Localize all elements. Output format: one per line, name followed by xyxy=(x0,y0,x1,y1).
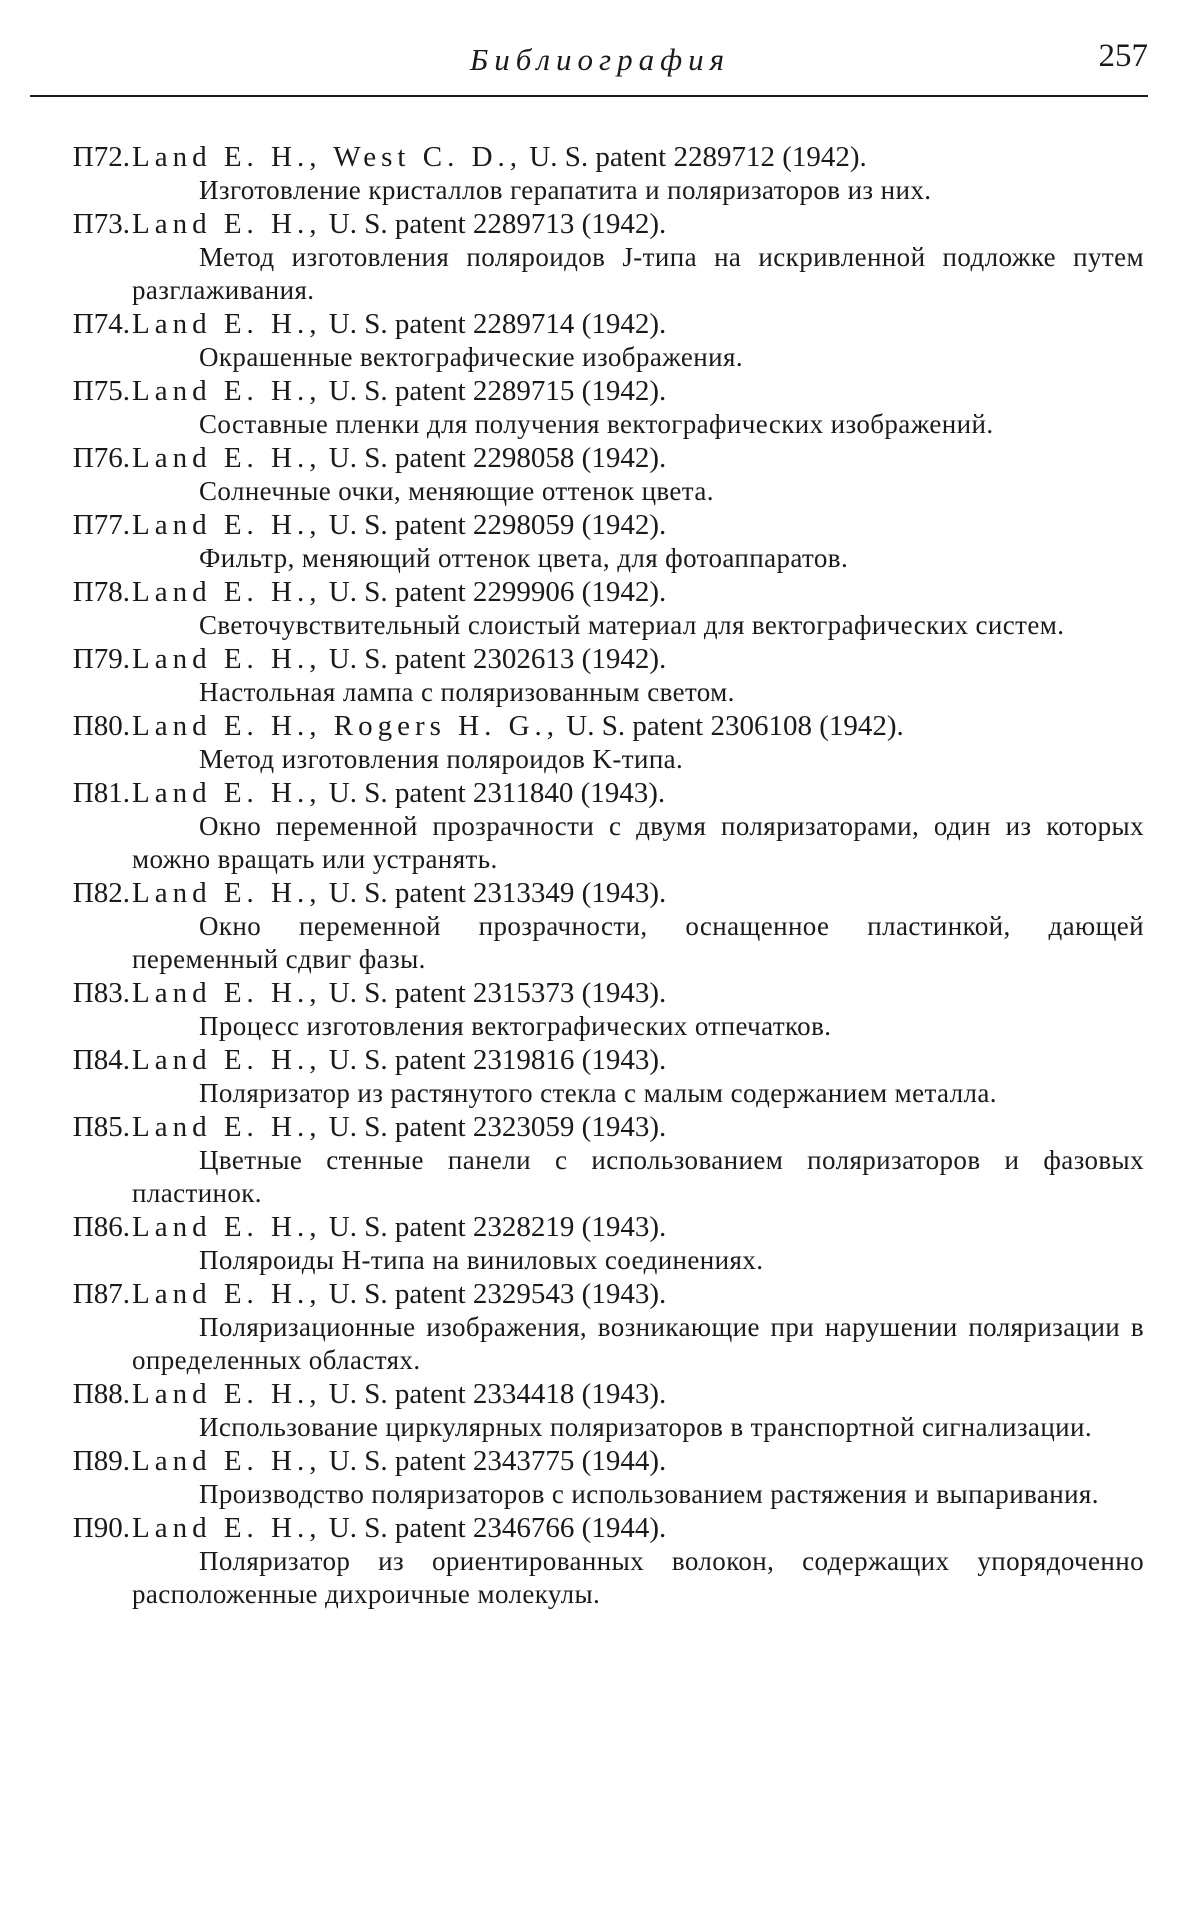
entry-citation xyxy=(132,1110,666,1144)
entry-number: П88. xyxy=(72,1378,130,1410)
entry-citation-line xyxy=(0,1377,1200,1411)
bibliography-entry xyxy=(0,1277,1200,1377)
entry-citation-line xyxy=(0,709,1200,743)
entry-patent: U. S. patent 2328219 (1943). xyxy=(328,1211,667,1243)
entry-number: П73. xyxy=(72,208,130,240)
header-rule xyxy=(30,95,1148,97)
entry-number: П80. xyxy=(72,710,130,742)
entry-citation xyxy=(132,642,666,676)
entry-citation-line xyxy=(0,1210,1200,1244)
entry-authors: Land E. H., xyxy=(132,877,322,909)
entry-patent: U. S. patent 2289713 (1942). xyxy=(328,208,667,240)
entry-number: П76. xyxy=(72,442,130,474)
entry-citation xyxy=(132,776,665,810)
entry-citation-line xyxy=(0,876,1200,910)
bibliography-entry xyxy=(0,1377,1200,1444)
entry-authors: Land E. H., xyxy=(132,1044,322,1076)
entry-citation xyxy=(132,876,666,910)
entry-authors: Land E. H., xyxy=(132,1211,322,1243)
entry-authors: Land E. H., xyxy=(132,1278,322,1310)
entry-citation xyxy=(132,976,666,1010)
entry-patent: U. S. patent 2346766 (1944). xyxy=(328,1512,667,1544)
entry-citation-line xyxy=(0,307,1200,341)
entry-citation-line xyxy=(0,374,1200,408)
entry-number: П72. xyxy=(72,141,130,173)
bibliography-list xyxy=(0,140,1200,1900)
entry-citation xyxy=(132,374,666,408)
entry-citation-line xyxy=(0,207,1200,241)
entry-number: П86. xyxy=(72,1211,130,1243)
entry-authors: Land E. H., xyxy=(132,977,322,1009)
entry-description: Изготовление кристаллов герапатита и поляризаторов из них. xyxy=(199,175,932,205)
entry-number: П81. xyxy=(72,777,130,809)
entry-description: Процесс изготовления вектографических отпечатков. xyxy=(199,1011,832,1041)
bibliography-entry xyxy=(0,709,1200,776)
entry-description: Поляризационные изображения, возникающие при нарушении поляризации в определенных областях. xyxy=(132,1312,1144,1375)
entry-description: Окно переменной прозрачности с двумя поляризаторами, один из которых можно вращать или устранять. xyxy=(132,811,1144,874)
entry-citation-line xyxy=(0,1277,1200,1311)
entry-citation-line xyxy=(0,441,1200,475)
entry-patent: U. S. patent 2289715 (1942). xyxy=(328,375,667,407)
entry-description: Метод изготовления поляроидов J-типа на искривленной подложке путем разглаживания. xyxy=(132,242,1144,305)
bibliography-entry xyxy=(0,1110,1200,1210)
entry-authors: Land E. H., xyxy=(132,208,322,240)
entry-number: П82. xyxy=(72,877,130,909)
entry-number: П89. xyxy=(72,1445,130,1477)
bibliography-entry xyxy=(0,374,1200,441)
entry-patent: U. S. patent 2298058 (1942). xyxy=(328,442,667,474)
entry-citation-line xyxy=(0,1110,1200,1144)
entry-patent: U. S. patent 2313349 (1943). xyxy=(328,877,667,909)
page-number: 257 xyxy=(1098,38,1148,74)
entry-patent: U. S. patent 2319816 (1943). xyxy=(328,1044,667,1076)
bibliography-entry xyxy=(0,508,1200,575)
entry-number: П79. xyxy=(72,643,130,675)
bibliography-entry xyxy=(0,776,1200,876)
entry-description: Поляризатор из ориентированных волокон, содержащих упорядоченно расположенные дихроичные молекулы. xyxy=(132,1546,1144,1609)
bibliography-entry xyxy=(0,207,1200,307)
entry-number: П74. xyxy=(72,308,130,340)
entry-authors: Land E. H., xyxy=(132,777,322,809)
entry-authors: Land E. H., xyxy=(132,1445,322,1477)
entry-description: Светочувствительный слоистый материал для вектографических систем. xyxy=(199,610,1065,640)
entry-citation-line xyxy=(0,1444,1200,1478)
entry-description: Производство поляризаторов с использованием растяжения и выпаривания. xyxy=(199,1479,1099,1509)
entry-citation-line xyxy=(0,642,1200,676)
entry-patent: U. S. patent 2298059 (1942). xyxy=(328,509,667,541)
entry-citation-line xyxy=(0,976,1200,1010)
bibliography-entry xyxy=(0,642,1200,709)
entry-citation xyxy=(132,1377,666,1411)
entry-citation xyxy=(132,207,666,241)
bibliography-entry xyxy=(0,441,1200,508)
entry-citation-line xyxy=(0,1511,1200,1545)
entry-number: П77. xyxy=(72,509,130,541)
entry-number: П75. xyxy=(72,375,130,407)
entry-number: П83. xyxy=(72,977,130,1009)
entry-patent: U. S. patent 2343775 (1944). xyxy=(328,1445,667,1477)
bibliography-entry xyxy=(0,575,1200,642)
entry-description: Составные пленки для получения вектографических изображений. xyxy=(199,409,994,439)
bibliography-entry xyxy=(0,1210,1200,1277)
entry-patent: U. S. patent 2299906 (1942). xyxy=(328,576,667,608)
running-title: Библиография xyxy=(469,42,731,77)
entry-citation xyxy=(132,508,666,542)
entry-authors: Land E. H., xyxy=(132,308,322,340)
entry-patent: U. S. patent 2311840 (1943). xyxy=(328,777,666,809)
entry-authors: Land E. H., xyxy=(132,643,322,675)
entry-description: Цветные стенные панели с использованием поляризаторов и фазовых пластинок. xyxy=(132,1145,1144,1208)
entry-authors: Land E. H., xyxy=(132,1111,322,1143)
entry-patent: U. S. patent 2334418 (1943). xyxy=(328,1378,667,1410)
entry-description: Поляризатор из растянутого стекла с малым содержанием металла. xyxy=(199,1078,997,1108)
entry-description: Метод изготовления поляроидов K-типа. xyxy=(199,744,684,774)
entry-patent: U. S. patent 2289712 (1942). xyxy=(529,141,867,173)
bibliography-entry xyxy=(0,1511,1200,1611)
bibliography-entry xyxy=(0,307,1200,374)
entry-citation xyxy=(132,709,904,743)
entry-citation-line xyxy=(0,508,1200,542)
bibliography-entry xyxy=(0,876,1200,976)
entry-citation-line xyxy=(0,776,1200,810)
entry-authors: Land E. H., xyxy=(132,375,322,407)
entry-citation xyxy=(132,307,666,341)
entry-description: Окно переменной прозрачности, оснащенное пластинкой, дающей переменный сдвиг фазы. xyxy=(132,911,1144,974)
entry-patent: U. S. patent 2315373 (1943). xyxy=(328,977,667,1009)
entry-citation xyxy=(132,1043,666,1077)
entry-description: Фильтр, меняющий оттенок цвета, для фотоаппаратов. xyxy=(199,543,849,573)
entry-number: П84. xyxy=(72,1044,130,1076)
entry-authors: Land E. H., xyxy=(132,1512,322,1544)
entry-number: П90. xyxy=(72,1512,130,1544)
entry-authors: Land E. H., Rogers H. G., xyxy=(132,710,560,742)
entry-citation-line xyxy=(0,140,1200,174)
bibliography-entry xyxy=(0,1444,1200,1511)
entry-description: Окрашенные вектографические изображения. xyxy=(199,342,743,372)
entry-authors: Land E. H., xyxy=(132,509,322,541)
entry-citation xyxy=(132,1511,666,1545)
entry-patent: U. S. patent 2302613 (1942). xyxy=(328,643,667,675)
bibliography-entry xyxy=(0,1043,1200,1110)
entry-authors: Land E. H., West C. D., xyxy=(132,141,523,173)
entry-authors: Land E. H., xyxy=(132,1378,322,1410)
entry-citation-line xyxy=(0,575,1200,609)
entry-citation xyxy=(132,441,666,475)
entry-number: П85. xyxy=(72,1111,130,1143)
entry-citation xyxy=(132,575,666,609)
entry-authors: Land E. H., xyxy=(132,442,322,474)
entry-citation xyxy=(132,1210,666,1244)
bibliography-entry xyxy=(0,140,1200,207)
entry-citation xyxy=(132,1444,666,1478)
running-head xyxy=(0,38,1200,88)
entry-citation xyxy=(132,140,867,174)
entry-patent: U. S. patent 2306108 (1942). xyxy=(566,710,904,742)
entry-patent: U. S. patent 2329543 (1943). xyxy=(328,1278,667,1310)
entry-citation-line xyxy=(0,1043,1200,1077)
entry-description: Использование циркулярных поляризаторов в транспортной сигнализации. xyxy=(199,1412,1093,1442)
entry-number: П87. xyxy=(72,1278,130,1310)
entry-description: Поляроиды H-типа на виниловых соединениях. xyxy=(199,1245,764,1275)
entry-citation xyxy=(132,1277,666,1311)
entry-patent: U. S. patent 2289714 (1942). xyxy=(328,308,667,340)
entry-description: Настольная лампа с поляризованным светом. xyxy=(199,677,735,707)
entry-authors: Land E. H., xyxy=(132,576,322,608)
entry-number: П78. xyxy=(72,576,130,608)
bibliography-entry xyxy=(0,976,1200,1043)
entry-description: Солнечные очки, меняющие оттенок цвета. xyxy=(199,476,714,506)
entry-patent: U. S. patent 2323059 (1943). xyxy=(328,1111,667,1143)
